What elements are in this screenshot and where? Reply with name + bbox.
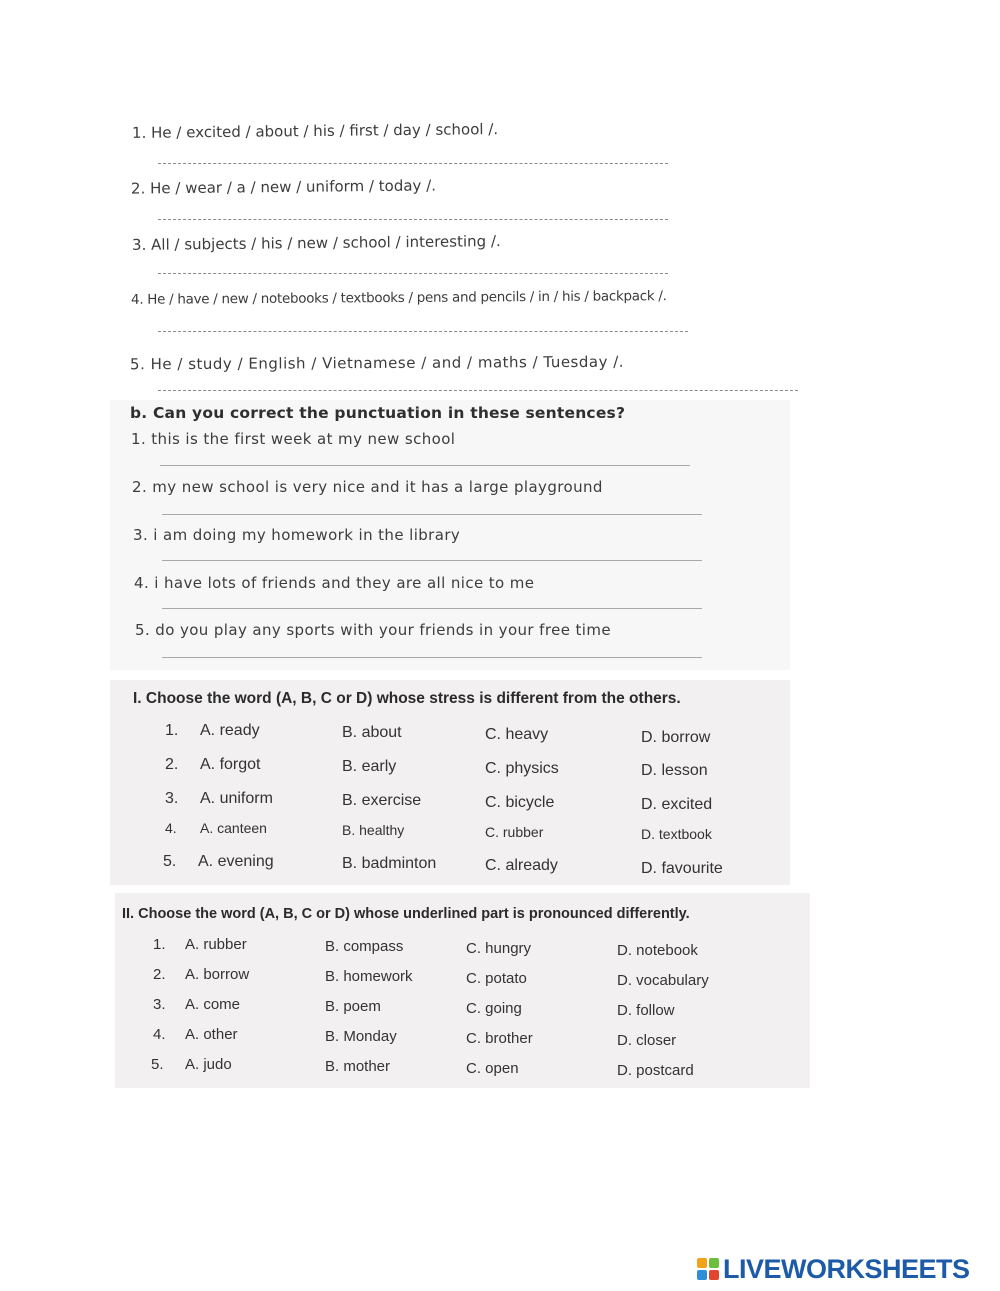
ex1-row-1-option-c[interactable]: C. heavy [485, 726, 549, 743]
ex1-row-5-option-a[interactable]: A. evening [198, 853, 274, 870]
ex1-row-4-option-d[interactable]: D. textbook [641, 826, 712, 842]
ex1-row-3-option-c[interactable]: C. bicycle [485, 794, 555, 811]
ex2-row-3-option-a[interactable]: A. come [185, 996, 241, 1013]
answer-line-a1[interactable] [158, 163, 668, 164]
ex2-row-1-number: 1. [153, 936, 166, 953]
ex1-row-3-option-b[interactable]: B. exercise [342, 792, 422, 809]
part-b-item-3: 3. i am doing my homework in the library [133, 526, 461, 544]
ex2-row-5-option-c[interactable]: C. open [466, 1060, 519, 1077]
ex1-row-5-option-c[interactable]: C. already [485, 857, 558, 874]
part-a-item-2: 2. He / wear / a / new / uniform / today /. [130, 176, 437, 198]
ex2-row-1-option-c[interactable]: C. hungry [466, 940, 532, 957]
ex1-row-3-option-d[interactable]: D. excited [641, 796, 713, 813]
ex1-row-4-number: 4. [165, 820, 177, 836]
part-a-item-1: 1. He / excited / about / his / first / day / school /. [131, 120, 499, 142]
answer-line-b4[interactable] [162, 608, 702, 609]
ex1-row-4-option-a[interactable]: A. canteen [200, 820, 267, 836]
ex2-row-4-option-b[interactable]: B. Monday [325, 1028, 397, 1045]
ex1-row-5-option-d[interactable]: D. favourite [641, 860, 723, 877]
ex1-row-4-option-c[interactable]: C. rubber [485, 824, 544, 840]
part-b-heading: b. Can you correct the punctuation in these sentences? [130, 404, 626, 422]
ex2-row-4-number: 4. [153, 1026, 166, 1043]
part-a-item-4: 4. He / have / new / notebooks / textbooks / pens and pencils / in / his / backpack /. [130, 288, 667, 308]
answer-line-a5[interactable] [158, 390, 798, 391]
ex2-row-4-option-c[interactable]: C. brother [466, 1030, 533, 1047]
exercise-1-heading: I. Choose the word (A, B, C or D) whose stress is different from the others. [133, 690, 681, 707]
answer-line-b5[interactable] [162, 657, 702, 658]
answer-line-a4[interactable] [158, 331, 688, 332]
ex2-row-1-option-d[interactable]: D. notebook [617, 942, 698, 959]
ex2-row-2-option-d[interactable]: D. vocabulary [617, 972, 709, 989]
part-b-item-2: 2. my new school is very nice and it has a large playground [132, 478, 603, 496]
ex1-row-2-number: 2. [165, 756, 179, 773]
ex2-row-5-option-b[interactable]: B. mother [325, 1058, 391, 1075]
part-a-item-5: 5. He / study / English / Vietnamese / and / maths / Tuesday /. [129, 352, 625, 374]
ex1-row-2-option-a[interactable]: A. forgot [200, 756, 261, 773]
part-b-item-1: 1. this is the first week at my new school [131, 430, 456, 448]
ex1-row-2-option-c[interactable]: C. physics [485, 760, 559, 777]
ex2-row-1-option-a[interactable]: A. rubber [185, 936, 247, 953]
liveworksheets-logo[interactable] [697, 1254, 970, 1284]
logo-square-green [709, 1258, 719, 1268]
ex2-row-5-number: 5. [151, 1056, 164, 1073]
ex2-row-4-option-a[interactable]: A. other [185, 1026, 238, 1043]
ex1-row-5-option-b[interactable]: B. badminton [342, 855, 437, 872]
ex1-row-3-option-a[interactable]: A. uniform [200, 790, 273, 807]
answer-line-b3[interactable] [162, 560, 702, 561]
part-a-item-3: 3. All / subjects / his / new / school / interesting /. [131, 232, 501, 254]
ex1-row-3-number: 3. [165, 790, 179, 807]
ex1-row-1-option-d[interactable]: D. borrow [641, 729, 711, 746]
ex2-row-2-option-a[interactable]: A. borrow [185, 966, 250, 983]
ex1-row-4-option-b[interactable]: B. healthy [342, 822, 405, 838]
ex1-row-5-number: 5. [163, 853, 177, 870]
ex2-row-1-option-b[interactable]: B. compass [325, 938, 404, 955]
part-b-item-5: 5. do you play any sports with your friends in your free time [135, 621, 612, 639]
logo-square-blue [697, 1270, 707, 1280]
ex2-row-2-option-b[interactable]: B. homework [325, 968, 413, 985]
logo-square-red [709, 1270, 719, 1280]
ex2-row-5-option-a[interactable]: A. judo [185, 1056, 232, 1073]
ex1-row-1-option-b[interactable]: B. about [342, 724, 402, 741]
ex2-row-2-option-c[interactable]: C. potato [466, 970, 527, 987]
ex2-row-4-option-d[interactable]: D. closer [617, 1032, 677, 1049]
logo-text: LIVEWORKSHEETS [723, 1253, 970, 1284]
logo-squares-icon [697, 1258, 719, 1280]
ex2-row-3-option-d[interactable]: D. follow [617, 1002, 675, 1019]
ex2-row-3-option-c[interactable]: C. going [466, 1000, 522, 1017]
exercise-2-heading: II. Choose the word (A, B, C or D) whose underlined part is pronounced differently. [122, 906, 690, 922]
ex1-row-2-option-d[interactable]: D. lesson [641, 762, 708, 779]
ex2-row-3-number: 3. [153, 996, 166, 1013]
ex1-row-1-number: 1. [165, 722, 179, 739]
answer-line-b1[interactable] [160, 465, 690, 466]
ex2-row-3-option-b[interactable]: B. poem [325, 998, 381, 1015]
ex1-row-2-option-b[interactable]: B. early [342, 758, 397, 775]
ex2-row-5-option-d[interactable]: D. postcard [617, 1062, 694, 1079]
part-b-item-4: 4. i have lots of friends and they are all nice to me [134, 574, 535, 592]
answer-line-a2[interactable] [158, 219, 668, 220]
ex1-row-1-option-a[interactable]: A. ready [200, 722, 260, 739]
logo-square-orange [697, 1258, 707, 1268]
answer-line-b2[interactable] [162, 514, 702, 515]
answer-line-a3[interactable] [158, 273, 668, 274]
ex2-row-2-number: 2. [153, 966, 166, 983]
